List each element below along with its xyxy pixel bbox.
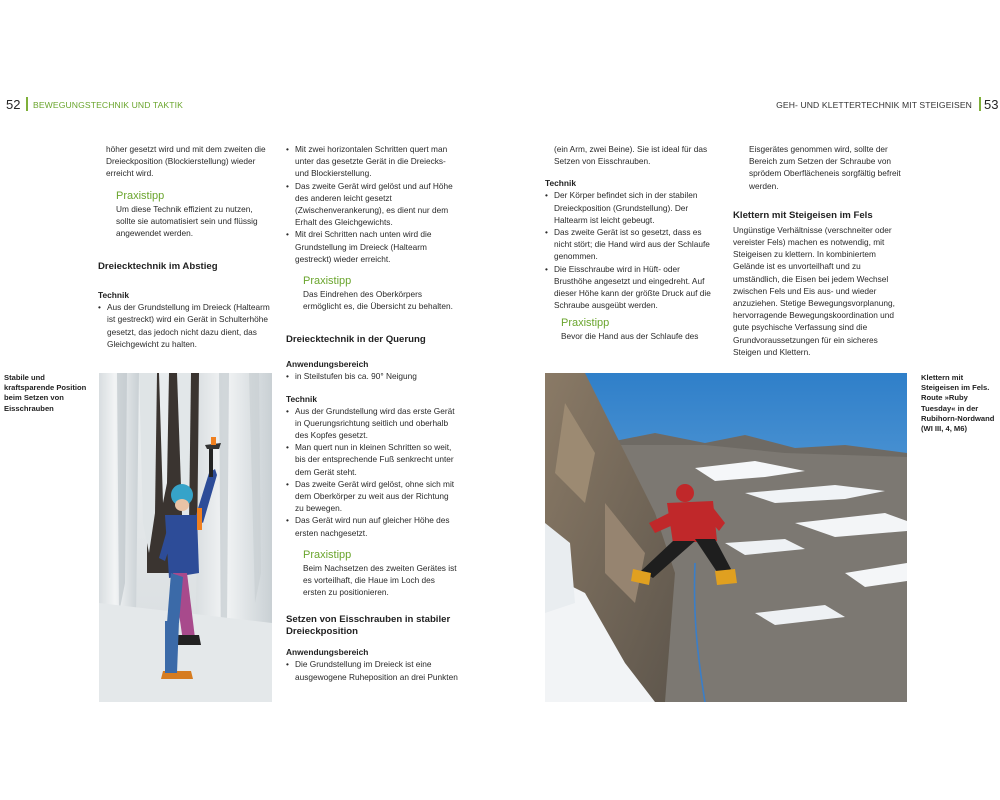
list-item: • Das Gerät wird nun auf gleicher Höhe des ersten nachgesetzt. (286, 514, 458, 538)
ice-climbing-photo (99, 373, 272, 702)
practice-tip (545, 317, 717, 342)
tip-body: Bevor die Hand aus der Schlaufe des (561, 331, 699, 342)
tip-body: Das Eindrehen des Oberkörpers ermöglicht es, die Übersicht zu behalten. (303, 289, 453, 312)
rock-climbing-photo (545, 373, 907, 702)
bullet-list (286, 370, 458, 382)
list-item: • Aus der Grundstellung im Dreieck (Haltearm ist gestreckt) wird ein Gerät in Schulterhöhe gesetzt, das jedoch nicht dazu dient, das Gleichgewicht zu halten. (98, 301, 274, 350)
tip-title: Praxistipp (561, 317, 610, 330)
tip-title: Praxistipp (303, 275, 352, 288)
rock-climbing-illustration (545, 373, 907, 702)
tip-body: Beim Nachsetzen des zweiten Gerätes ist es vorteilhaft, die Haue im Loch des ersten zu positionieren. (303, 562, 457, 598)
list-item: • in Steilstufen bis ca. 90° Neigung (286, 370, 458, 382)
photo-caption-left: Stabile und kraftsparende Position beim Setzen von Eisschrauben (4, 373, 87, 413)
page-number-right: 53 (984, 97, 999, 112)
subheading: Technik (286, 393, 318, 404)
header-divider-right (979, 97, 981, 111)
list-item: • Aus der Grundstellung wird das erste Gerät in Querungsrichtung seitlich und oberhalb des Kopfes gesetzt. (286, 405, 458, 442)
subheading: Anwendungsbereich (286, 647, 369, 658)
bullet-list (286, 405, 458, 539)
list-item: • Die Grundstellung im Dreieck ist eine ausgewogene Ruheposition an drei Punkten (286, 658, 458, 682)
bullet-list (286, 143, 458, 265)
practice-tip (106, 190, 274, 240)
subheading: Technik (545, 178, 577, 189)
text-column-2 (286, 143, 458, 683)
page-number-left: 52 (6, 97, 21, 112)
running-head-right: GEH- UND KLETTERTECHNIK MIT STEIGEISEN (776, 100, 972, 110)
section-heading: Dreiecktechnik im Abstieg (98, 261, 218, 273)
tip-body: Um diese Technik effizient zu nutzen, sollte sie automatisiert sein und flüssig angewendet werden. (116, 203, 258, 239)
section-heading: Dreiecktechnik in der Querung (286, 334, 426, 346)
list-item: • Das zweite Gerät wird gelöst und auf Höhe des anderen leicht gesetzt (Zwischenverankerung), es dient nur dem Erhalt des Gleichgewichts. (286, 180, 458, 229)
practice-tip (286, 549, 458, 599)
list-item: • Das zweite Gerät ist so gesetzt, dass es nicht stört; die Hand wird aus der Schlaufe genommen. (545, 226, 717, 263)
photo-caption-right: Klettern mit Steigeisen im Fels. Route »Ruby Tuesday« in der Rubihorn-Nordwand (WI III, 4, M6) (921, 373, 995, 434)
paragraph: (ein Arm, zwei Beine). Sie ist ideal für das Setzen von Eisschrauben. (554, 144, 708, 167)
text-column-3 (545, 143, 717, 343)
paragraph: Ungünstige Verhältnisse (verschneiter oder vereister Fels) machen es notwendig, mit Steigeisen zu klettern. In kombiniertem Gelände ist es unvorteilhaft und zu umständlich, die Eisen bei jedem Wechsel zwischen Fels und Eis aus- und wieder anzuziehen. Stetige Bewegungsvorplanung, hervorragende Bewegungskoordination und gute psychische Verfassung sind die Grundvoraussetzungen für ein sicheres Steigen und Klettern. (733, 224, 895, 357)
header-divider-left (26, 97, 28, 111)
ice-climbing-illustration (99, 373, 272, 702)
list-item: • Das zweite Gerät wird gelöst, ohne sich mit dem Oberkörper zu weit aus der Richtung zu bewegen. (286, 478, 458, 515)
subheading: Anwendungsbereich (286, 359, 369, 370)
list-item: • Man quert nun in kleinen Schritten so weit, bis der entsprechende Fuß senkrecht unter dem Gerät steht. (286, 441, 458, 478)
subheading: Technik (98, 290, 130, 301)
running-head-left: BEWEGUNGSTECHNIK UND TAKTIK (33, 100, 183, 110)
paragraph: Eisgerätes genommen wird, sollte der Bereich zum Setzen der Schraube von sprödem Oberflächeneis sorgfältig befreit werden. (749, 144, 901, 191)
text-column-1 (98, 143, 274, 350)
text-column-4 (733, 143, 905, 358)
section-heading: Setzen von Eisschrauben in stabiler Dreieckposition (286, 614, 451, 638)
paragraph: höher gesetzt wird und mit dem zweiten die Dreieckposition (Blockierstellung) wieder erreicht wird. (106, 144, 266, 179)
bullet-list (98, 301, 274, 350)
section-heading: Klettern mit Steigeisen im Fels (733, 209, 873, 221)
tip-title: Praxistipp (116, 189, 165, 202)
list-item: • Mit zwei horizontalen Schritten quert man unter das gesetzte Gerät in die Dreiecks- und Blockierstellung. (286, 143, 458, 180)
tip-title: Praxistipp (303, 548, 352, 561)
list-item: • Der Körper befindet sich in der stabilen Dreieckposition (Grundstellung). Der Haltearm ist leicht gebeugt. (545, 189, 717, 226)
list-item: • Die Eisschraube wird in Hüft- oder Brusthöhe angesetzt und eingedreht. Auf dieser Höhe kann der größte Druck auf die Schraube ausgeübt werden. (545, 263, 717, 312)
practice-tip (286, 275, 458, 312)
bullet-list (545, 189, 717, 311)
bullet-list (286, 658, 458, 682)
list-item: • Mit drei Schritten nach unten wird die Grundstellung im Dreieck (Haltearm gestreckt) wieder erreicht. (286, 228, 458, 265)
